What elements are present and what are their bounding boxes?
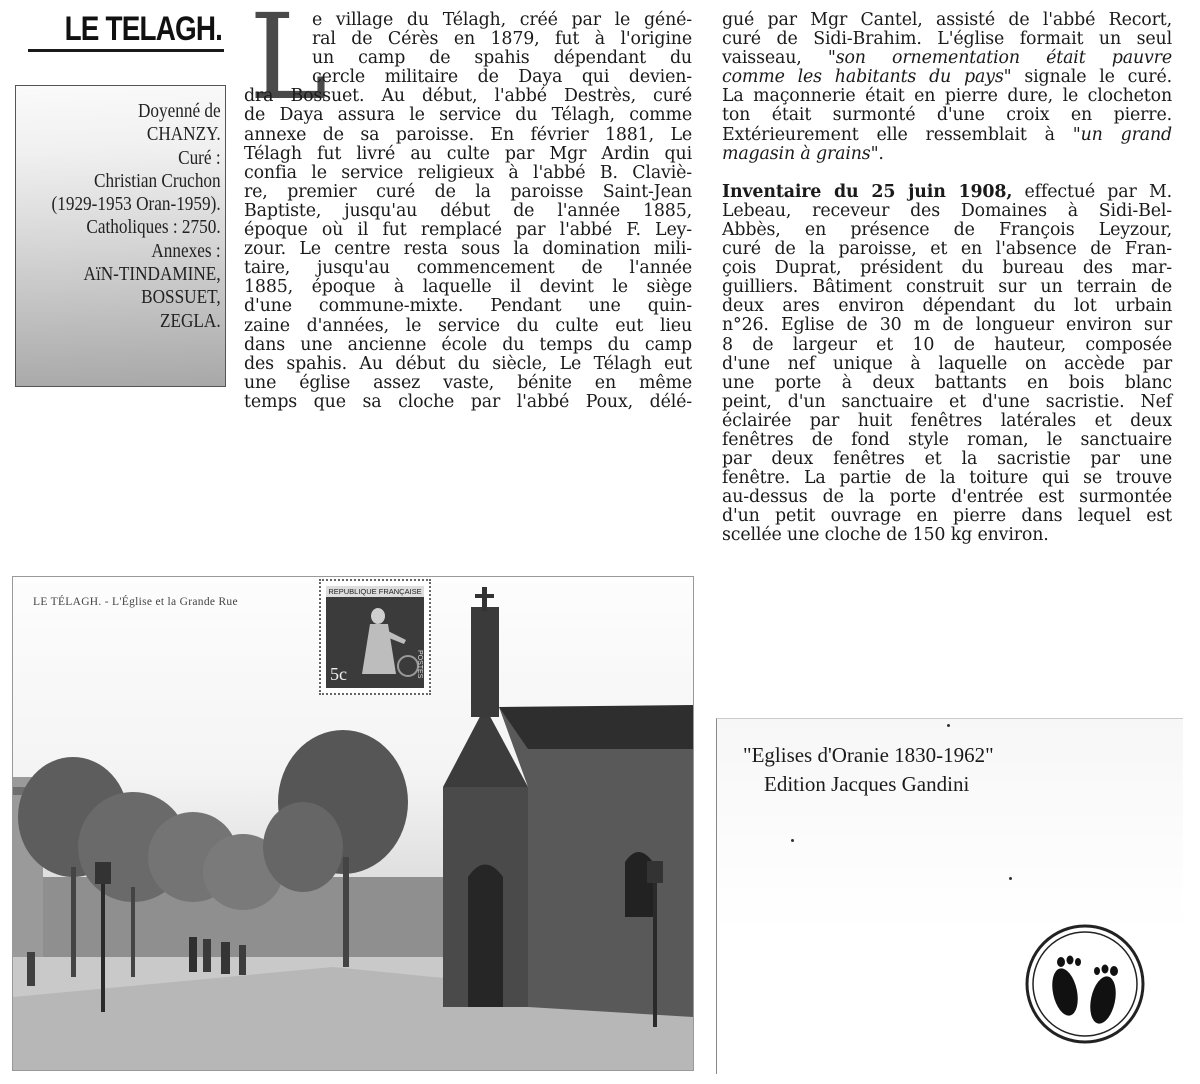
text-line: scellée une cloche de 150 kg environ. — [722, 525, 1049, 546]
quote-segment: magasin à grains" — [722, 143, 879, 164]
church-nave — [499, 707, 693, 1017]
text-line: ton était surmonté d'une croix en pierre. — [722, 105, 1172, 126]
church-door — [468, 865, 503, 1008]
title-underline — [28, 49, 224, 52]
quote-segment: "son ornementation était pauvre — [827, 48, 1172, 69]
page-title: LE TELAGH. — [64, 10, 222, 48]
text-line: un camp de spahis dépendant du — [312, 48, 692, 69]
pedestrian — [189, 937, 197, 972]
text-line: confia le service religieux à l'abbé B. Claviè- — [244, 162, 692, 183]
text-line: Abbès, en présence de François Leyzour, — [722, 219, 1172, 240]
text-line: Baptiste, jusqu'au début de l'année 1885, — [244, 200, 692, 221]
text-line: Lebeau, receveur des Domaines à Sidi-Bel- — [722, 200, 1172, 221]
text-line: ral de Cérès en 1879, fut à l'origine — [312, 29, 692, 50]
church-roof — [499, 705, 693, 749]
drop-cap: L — [249, 0, 328, 126]
article-column-2 — [722, 11, 1172, 546]
text-line: taire, jusqu'au commencement de l'année — [244, 258, 692, 279]
text-line: 8 de largeur et 10 de hauteur, composée — [722, 334, 1172, 355]
text-segment: vaisseau, — [722, 48, 828, 69]
stamp-country: REPUBLIQUE FRANÇAISE — [326, 586, 424, 597]
text-line: curé de la paroisse, et en l'absence de Fran- — [722, 239, 1172, 260]
parish-info-line: ZEGLA. — [160, 309, 221, 332]
text-line: guilliers. Bâtiment construit sur un terrain de — [722, 277, 1172, 298]
parish-info-line: CHANZY. — [147, 123, 221, 146]
church-bell-tower — [471, 607, 499, 717]
text-line: annexe de sa paroisse. En février 1881, Le — [244, 124, 692, 145]
parish-info-line: Catholiques : 2750. — [86, 216, 221, 239]
text-line: fenêtre. La partie de la toiture qui se trouve — [722, 468, 1172, 489]
book-publisher: Edition Jacques Gandini — [764, 772, 970, 796]
text-line: n°26. Eglise de 30 m de longueur environ sur — [722, 315, 1172, 336]
speck — [1009, 877, 1012, 880]
parish-info-line: (1929-1953 Oran-1959). — [51, 193, 221, 216]
text-line: peint, d'un sanctuaire et d'une sacristie. Nef — [722, 391, 1172, 412]
text-line: d'un petit ouvrage en pierre dans lequel est — [722, 506, 1172, 527]
text-line: d'une nef unique à laquelle on accède par — [722, 353, 1172, 374]
text-line: curé de Sidi-Brahim. L'église formait un seul — [722, 29, 1172, 50]
text-line — [722, 126, 1172, 145]
inventory-heading: Inventaire du 25 juin 1908, — [722, 181, 1013, 202]
book-title: "Eglises d'Oranie 1830-1962" — [743, 743, 994, 767]
pedestrian — [239, 945, 246, 975]
quote-segment: "un grand — [1072, 124, 1172, 145]
text-line: 1885, époque à laquelle il devint le siège — [244, 277, 692, 298]
text-line: fenêtres de fond style roman, le sanctuaire — [722, 429, 1172, 450]
parish-info-box — [15, 85, 226, 387]
lamp-post — [653, 877, 657, 1027]
text-line: deux ares environ dépendant du lot urbain — [722, 296, 1172, 317]
speck — [947, 724, 950, 727]
parish-info-line: Doyenné de — [138, 100, 221, 122]
book-reference-box — [716, 718, 1183, 1074]
text-line: de Daya assura le service du Télagh, comme — [244, 105, 692, 126]
text-line: éclairée par huit fenêtres latérales et deux — [722, 410, 1172, 431]
text-line: re, premier curé de la paroisse Saint-Jean — [244, 181, 692, 202]
text-line: dans une ancienne école du temps du camp — [244, 334, 692, 355]
text-line — [722, 145, 1172, 164]
text-line: La maçonnerie était en pierre dure, le clocheton — [722, 86, 1172, 107]
text-segment: signale le curé. — [1011, 67, 1172, 88]
text-line: cercle militaire de Daya qui devien- — [312, 67, 692, 88]
text-line: par deux fenêtres et la sacristie par une — [722, 449, 1172, 470]
text-line: çois Duprat, président du bureau des mar- — [722, 258, 1172, 279]
stamp-postes-label: POSTES — [416, 649, 423, 678]
pedestrian — [203, 939, 211, 972]
parish-info-line: Christian Cruchon — [94, 169, 221, 192]
text-line: temps que sa cloche par l'abbé Poux, délé- — [244, 391, 692, 412]
church-cross — [482, 587, 487, 611]
pedestrian — [221, 942, 230, 974]
article-column-1 — [244, 11, 692, 412]
parish-info-line: AïN-TINDAMINE, — [83, 263, 221, 286]
text-line — [722, 49, 1172, 68]
text-line: Télagh fut livré au culte par Mgr Ardin qui — [244, 143, 692, 164]
lamp-post — [101, 877, 105, 1012]
stamp-image — [326, 586, 424, 688]
text-line: une porte à deux battants en bois blanc — [722, 372, 1172, 393]
pedestrian — [27, 952, 35, 986]
text-line — [722, 183, 1172, 202]
text-line: gué par Mgr Cantel, assisté de l'abbé Recort, — [722, 10, 1172, 30]
text-line: zour. Le centre resta sous la domination mili- — [244, 239, 692, 260]
text-line: une église assez vaste, bénite en même — [244, 372, 692, 393]
parish-info-text — [52, 100, 221, 333]
paragraph-gap — [722, 164, 1172, 183]
text-segment: effectué par M. — [1012, 181, 1173, 202]
parish-info-line: BOSSUET, — [141, 286, 221, 309]
text-line: époque où il fut remplacé par l'abbé F. Ley- — [244, 220, 692, 241]
text-line — [722, 68, 1172, 87]
text-segment: . — [878, 143, 884, 164]
parish-info-line: Annexes : — [151, 239, 221, 262]
postcard-caption: LE TÉLAGH. - L'Église et la Grande Rue — [33, 596, 238, 608]
footprints-icon — [1023, 922, 1147, 1046]
text-line: au-dessus de la porte d'entrée est surmontée — [722, 487, 1172, 508]
title-block — [16, 8, 230, 52]
text-line: zaine d'années, le service du culte eut lieu — [244, 315, 692, 336]
tree — [263, 802, 343, 892]
postage-stamp — [319, 579, 431, 695]
text-segment: Extérieurement elle ressemblait à — [722, 124, 1073, 145]
parish-info-line: Curé : — [178, 146, 221, 169]
text-line: e village du Télagh, créé par le géné- — [312, 10, 692, 30]
stamp-value: 5c — [330, 664, 347, 684]
speck — [791, 839, 794, 842]
text-line: d'une commune-mixte. Pendant une quin- — [244, 296, 692, 317]
quote-segment: comme les habitants du pays" — [722, 67, 1012, 88]
text-line: des spahis. Au début du siècle, Le Télagh eut — [244, 353, 692, 374]
church-postcard-photo — [12, 576, 694, 1071]
text-line: dra Bossuet. Au début, l'abbé Destrès, curé — [244, 86, 692, 107]
